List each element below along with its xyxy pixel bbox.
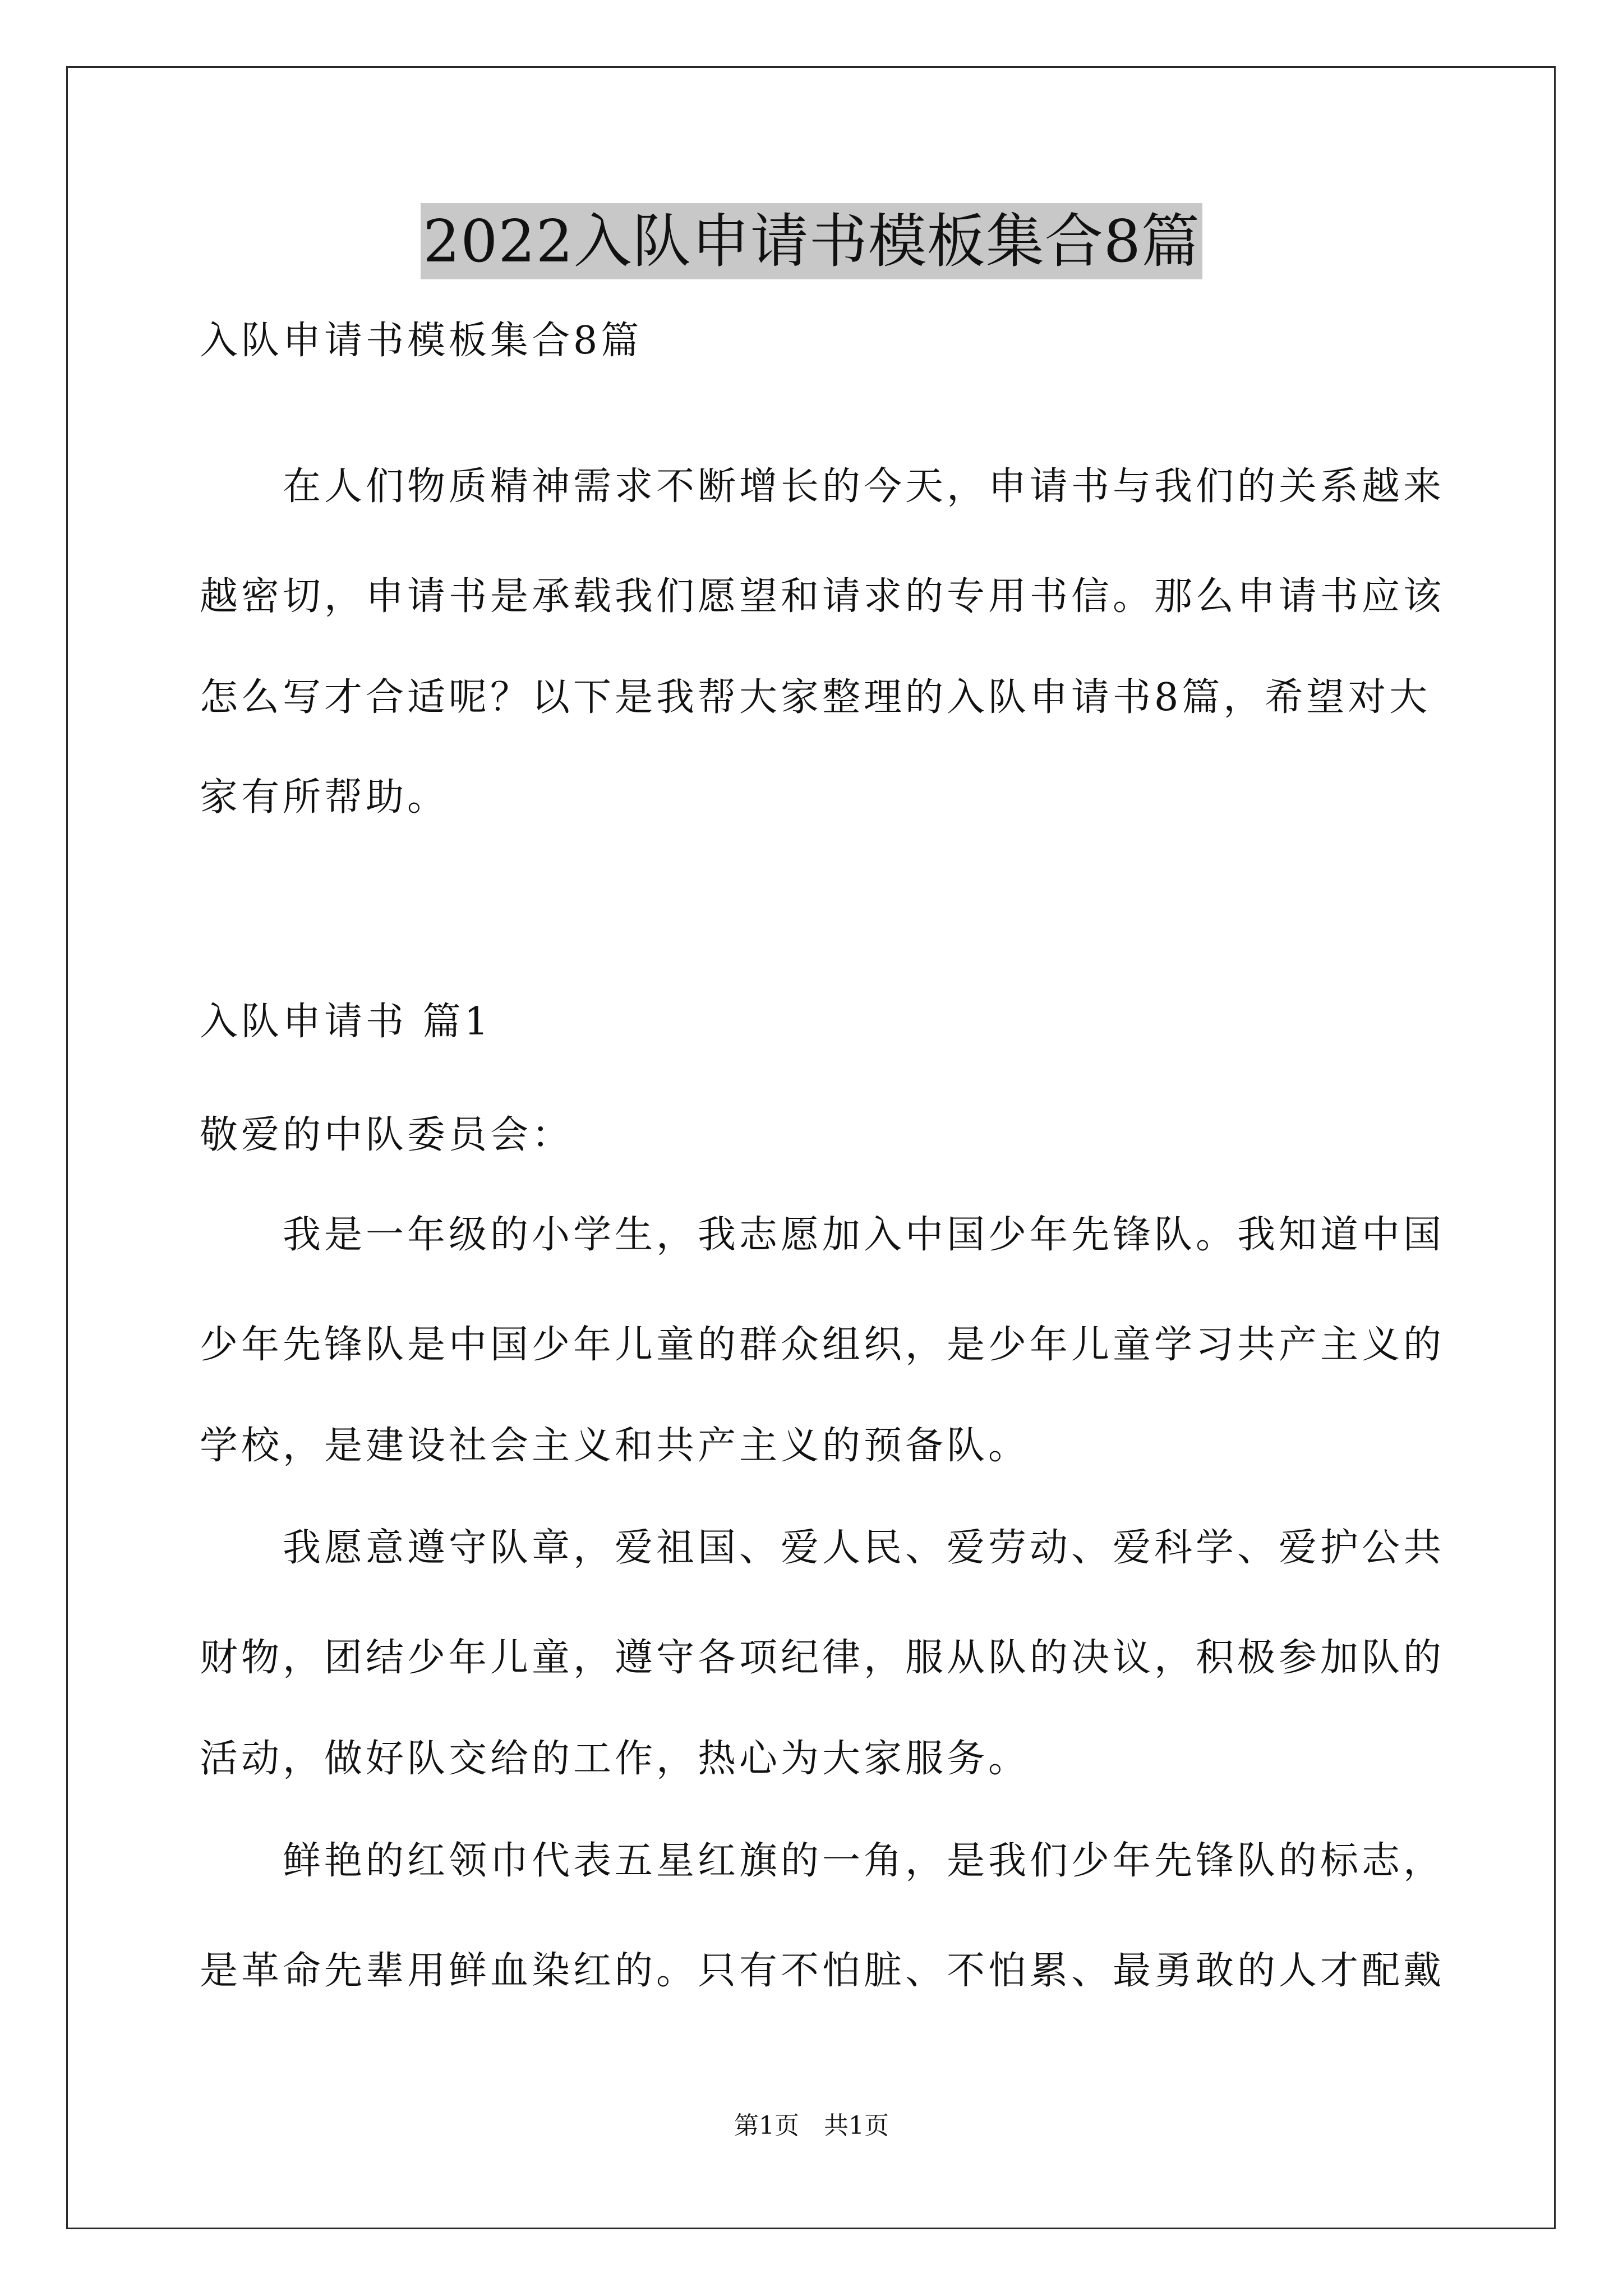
intro-line: 家有所帮助。 bbox=[200, 775, 449, 820]
paragraph-line: 是革命先辈用鲜血染红的。只有不怕脏、不怕累、最勇敢的人才配戴 bbox=[200, 1949, 1445, 1993]
document-subtitle: 入队申请书模板集合8篇 bbox=[200, 319, 643, 363]
paragraph-line: 学校，是建设社会主义和共产主义的预备队。 bbox=[200, 1424, 1030, 1468]
intro-line: 在人们物质精神需求不断增长的今天，申请书与我们的关系越来 bbox=[283, 464, 1445, 509]
paragraph-line: 少年先锋队是中国少年儿童的群众组织，是少年儿童学习共产主义的 bbox=[200, 1323, 1445, 1367]
section-heading: 入队申请书 篇1 bbox=[200, 1000, 492, 1044]
intro-line: 怎么写才合适呢？以下是我帮大家整理的入队申请书8篇，希望对大 bbox=[200, 675, 1431, 720]
paragraph-line: 我是一年级的小学生，我志愿加入中国少年先锋队。我知道中国 bbox=[283, 1213, 1445, 1257]
title-container bbox=[0, 203, 1623, 279]
paragraph-line: 财物，团结少年儿童，遵守各项纪律，服从队的决议，积极参加队的 bbox=[200, 1636, 1445, 1680]
salutation: 敬爱的中队委员会： bbox=[200, 1113, 574, 1157]
page-footer: 第1页 共1页 bbox=[734, 2111, 889, 2140]
paragraph-line: 活动，做好队交给的工作，热心为大家服务。 bbox=[200, 1737, 1030, 1781]
paragraph-line: 鲜艳的红领巾代表五星红旗的一角，是我们少年先锋队的标志， bbox=[283, 1839, 1445, 1883]
intro-line: 越密切，申请书是承载我们愿望和请求的专用书信。那么申请书应该 bbox=[200, 574, 1445, 619]
document-title: 2022入队申请书模板集合8篇 bbox=[421, 203, 1202, 279]
paragraph-line: 我愿意遵守队章，爱祖国、爱人民、爱劳动、爱科学、爱护公共 bbox=[283, 1526, 1445, 1570]
